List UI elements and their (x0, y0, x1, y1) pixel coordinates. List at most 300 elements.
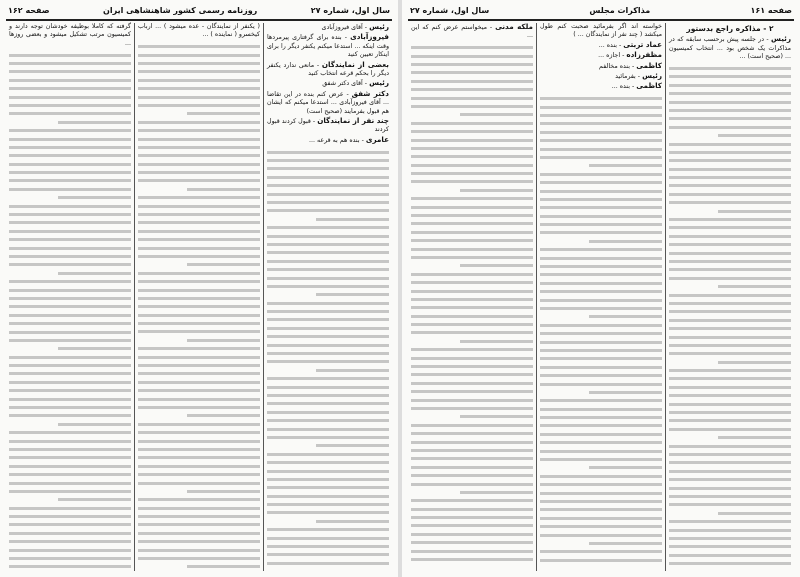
text-line-placeholder (187, 565, 260, 568)
text-line-placeholder (540, 416, 662, 419)
paragraph-text: - قبول کردند قبول کردند (267, 118, 389, 134)
text-line-placeholder (138, 381, 260, 384)
text-line-placeholder (411, 533, 533, 536)
text-line-placeholder (669, 386, 791, 389)
text-line-placeholder (411, 281, 533, 284)
text-line-placeholder (411, 399, 533, 402)
text-line-placeholder (267, 386, 389, 389)
text-line-placeholder (138, 456, 260, 459)
text-line-placeholder (540, 408, 662, 411)
text-line-placeholder (9, 356, 131, 359)
speaker-name: کاظمی (636, 81, 662, 91)
text-line-placeholder (267, 377, 389, 380)
text-column (536, 23, 665, 571)
text-line-placeholder (669, 143, 791, 146)
text-line-placeholder (540, 122, 662, 125)
text-line-placeholder (138, 96, 260, 99)
text-line-placeholder (267, 436, 389, 439)
text-line-placeholder (411, 331, 533, 334)
text-line-placeholder (540, 198, 662, 201)
issue-number: سال اول، شماره ۲۷ (310, 5, 390, 15)
text-line-placeholder (411, 248, 533, 251)
speaker-name: چند نفر از نمایندگان (317, 116, 389, 126)
text-line-placeholder (9, 389, 131, 392)
text-line-placeholder (9, 322, 131, 325)
text-line-placeholder (267, 495, 389, 498)
text-line-placeholder (669, 151, 791, 154)
text-line-placeholder (540, 173, 662, 176)
text-line-placeholder (669, 520, 791, 523)
text-line-placeholder (138, 297, 260, 300)
paragraph (138, 23, 260, 40)
text-line-placeholder (411, 63, 533, 66)
text-line-placeholder (9, 431, 131, 434)
text-line-placeholder (267, 470, 389, 473)
text-line-placeholder (138, 154, 260, 157)
text-line-placeholder (669, 369, 791, 372)
text-line-placeholder (411, 348, 533, 351)
text-line-placeholder (411, 80, 533, 83)
text-line-placeholder (411, 365, 533, 368)
text-line-placeholder (267, 461, 389, 464)
paragraph (540, 82, 662, 91)
paragraph-text: - میخواستم عرض کنم که این ... (411, 24, 533, 40)
paragraph-text: خواسته‌ اند اگر بفرمائید صحبت کنم طول میکشد ( چند نفر از نمایندگان ... ) (540, 23, 662, 39)
text-line-placeholder (589, 466, 662, 469)
text-line-placeholder (411, 483, 533, 486)
text-line-placeholder (669, 184, 791, 187)
text-line-placeholder (669, 319, 791, 322)
text-line-placeholder (138, 389, 260, 392)
text-line-placeholder (411, 323, 533, 326)
speaker-name: مظفرزاده (626, 50, 662, 60)
paragraph-text: ( یکنفر از نمایندگان - عده میشود ) ... ارباب کیخسرو ( نماینده ) ... (138, 23, 260, 39)
text-line-placeholder (669, 252, 791, 255)
text-line-placeholder (669, 117, 791, 120)
text-line-placeholder (411, 206, 533, 209)
text-line-placeholder (138, 356, 260, 359)
text-line-placeholder (669, 201, 791, 204)
text-line-placeholder (9, 129, 131, 132)
text-line-placeholder (9, 280, 131, 283)
text-line-placeholder (540, 441, 662, 444)
text-line-placeholder (540, 299, 662, 302)
text-line-placeholder (138, 230, 260, 233)
text-line-placeholder (267, 327, 389, 330)
text-column (134, 23, 263, 571)
text-line-placeholder (9, 549, 131, 552)
text-line-placeholder (138, 398, 260, 401)
text-line-placeholder (138, 280, 260, 283)
text-line-placeholder (9, 247, 131, 250)
text-line-placeholder (267, 209, 389, 212)
text-line-placeholder (9, 138, 131, 141)
text-line-placeholder (669, 268, 791, 271)
text-line-placeholder (669, 545, 791, 548)
text-line-placeholder (187, 339, 260, 342)
text-line-placeholder (9, 448, 131, 451)
text-line-placeholder (411, 71, 533, 74)
text-line-placeholder (669, 394, 791, 397)
speaker-name: رئیس (642, 71, 662, 81)
text-line-placeholder (411, 508, 533, 511)
text-line-placeholder (460, 189, 533, 192)
text-line-placeholder (540, 357, 662, 360)
text-line-placeholder (267, 193, 389, 196)
text-line-placeholder (138, 532, 260, 535)
text-line-placeholder (138, 289, 260, 292)
text-line-placeholder (267, 503, 389, 506)
text-line-placeholder (9, 70, 131, 73)
text-line-placeholder (267, 419, 389, 422)
text-line-placeholder (138, 247, 260, 250)
text-line-placeholder (540, 366, 662, 369)
text-line-placeholder (138, 62, 260, 65)
text-line-placeholder (411, 97, 533, 100)
text-line-placeholder (540, 190, 662, 193)
text-columns (6, 23, 392, 571)
text-line-placeholder (9, 171, 131, 174)
text-line-placeholder (138, 549, 260, 552)
text-line-placeholder (138, 121, 260, 124)
text-line-placeholder (267, 344, 389, 347)
text-line-placeholder (460, 264, 533, 267)
speaker-name: رئیس (369, 78, 389, 88)
text-line-placeholder (540, 290, 662, 293)
speaker-name: فیروزآبادی (350, 32, 389, 42)
text-line-placeholder (9, 54, 131, 57)
text-line-placeholder (9, 154, 131, 157)
text-line-placeholder (411, 147, 533, 150)
text-line-placeholder (669, 159, 791, 162)
text-line-placeholder (540, 332, 662, 335)
text-line-placeholder (138, 179, 260, 182)
text-line-placeholder (669, 75, 791, 78)
paragraph-text: گرفته که کاملا بوظیفه خودشان توجه دارند و کمیسیون مرتب تشکیل میشود و بعضی روزها ... (9, 23, 131, 47)
text-line-placeholder (669, 411, 791, 414)
text-line-placeholder (540, 349, 662, 352)
text-line-placeholder (267, 310, 389, 313)
text-line-placeholder (669, 327, 791, 330)
text-line-placeholder (540, 341, 662, 344)
text-line-placeholder (9, 314, 131, 317)
text-line-placeholder (187, 112, 260, 115)
text-line-placeholder (669, 529, 791, 532)
text-line-placeholder (9, 372, 131, 375)
text-line-placeholder (411, 231, 533, 234)
text-line-placeholder (316, 369, 389, 372)
text-line-placeholder (411, 499, 533, 502)
text-line-placeholder (267, 545, 389, 548)
text-line-placeholder (411, 214, 533, 217)
paragraph (267, 23, 389, 32)
text-line-placeholder (540, 517, 662, 520)
text-line-placeholder (540, 458, 662, 461)
text-line-placeholder (138, 431, 260, 434)
text-line-placeholder (9, 230, 131, 233)
text-line-placeholder (267, 511, 389, 514)
paragraph (267, 79, 389, 88)
text-line-placeholder (669, 168, 791, 171)
text-line-placeholder (267, 302, 389, 305)
text-line-placeholder (669, 377, 791, 380)
text-line-placeholder (267, 176, 389, 179)
text-line-placeholder (138, 347, 260, 350)
text-line-placeholder (411, 88, 533, 91)
paragraph (540, 72, 662, 81)
text-line-placeholder (58, 498, 131, 501)
text-line-placeholder (138, 79, 260, 82)
page-header (8, 3, 390, 17)
text-line-placeholder (540, 508, 662, 511)
text-line-placeholder (138, 272, 260, 275)
text-line-placeholder (9, 398, 131, 401)
text-line-placeholder (589, 164, 662, 167)
text-line-placeholder (411, 457, 533, 460)
text-line-placeholder (9, 364, 131, 367)
text-line-placeholder (9, 414, 131, 417)
speaker-name: رئیس (369, 22, 389, 31)
text-line-placeholder (138, 322, 260, 325)
text-line-placeholder (669, 92, 791, 95)
issue-number: سال اول، شماره ۲۷ (410, 5, 490, 15)
text-line-placeholder (9, 456, 131, 459)
text-line-placeholder (267, 352, 389, 355)
speaker-name: رئیس (771, 34, 791, 44)
text-line-placeholder (58, 272, 131, 275)
text-line-placeholder (669, 419, 791, 422)
text-line-placeholder (540, 550, 662, 553)
text-line-placeholder (411, 139, 533, 142)
text-line-placeholder (540, 131, 662, 134)
text-line-placeholder (58, 347, 131, 350)
paragraph-text: - آقای دکتر شفق (322, 80, 368, 88)
text-line-placeholder (9, 96, 131, 99)
text-line-placeholder (669, 260, 791, 263)
text-line-placeholder (58, 196, 131, 199)
text-line-placeholder (540, 399, 662, 402)
paragraph-text: - آقای فیروزآبادی (321, 24, 368, 31)
header-rule (408, 19, 794, 21)
text-line-placeholder (138, 440, 260, 443)
paragraph-text: - بنده برای گرفتاری پیرمرد‌ها وقت اینکه ... استدعا میکنم یکنفر دیگر را برای اینکار تعیین کنید (267, 34, 389, 59)
header-rule (6, 19, 392, 21)
text-line-placeholder (9, 565, 131, 568)
text-line-placeholder (9, 221, 131, 224)
text-line-placeholder (411, 273, 533, 276)
text-line-placeholder (138, 87, 260, 90)
text-line-placeholder (540, 273, 662, 276)
text-line-placeholder (9, 87, 131, 90)
text-line-placeholder (718, 361, 791, 364)
left-newspaper-page (0, 0, 398, 577)
text-line-placeholder (411, 55, 533, 58)
text-line-placeholder (138, 146, 260, 149)
text-line-placeholder (138, 314, 260, 317)
paragraph (9, 23, 131, 48)
text-line-placeholder (669, 554, 791, 557)
masthead-title: مذاکرات مجلس (589, 5, 651, 15)
text-line-placeholder (138, 423, 260, 426)
text-line-placeholder (138, 138, 260, 141)
text-line-placeholder (9, 406, 131, 409)
text-line-placeholder (411, 130, 533, 133)
text-line-placeholder (411, 550, 533, 553)
text-line-placeholder (540, 374, 662, 377)
text-line-placeholder (267, 478, 389, 481)
paragraph-text: - اجازه ... (598, 52, 625, 60)
text-line-placeholder (267, 151, 389, 154)
text-line-placeholder (138, 104, 260, 107)
text-line-placeholder (718, 436, 791, 439)
text-line-placeholder (267, 528, 389, 531)
text-line-placeholder (460, 491, 533, 494)
text-line-placeholder (267, 184, 389, 187)
text-line-placeholder (411, 449, 533, 452)
text-line-placeholder (669, 302, 791, 305)
text-line-placeholder (540, 450, 662, 453)
text-line-placeholder (9, 263, 131, 266)
text-line-placeholder (589, 391, 662, 394)
paragraph (267, 136, 389, 145)
text-line-placeholder (9, 179, 131, 182)
text-line-placeholder (540, 257, 662, 260)
text-line-placeholder (540, 433, 662, 436)
paragraph-text: - بفرمائید (615, 73, 641, 81)
text-line-placeholder (411, 197, 533, 200)
text-line-placeholder (267, 428, 389, 431)
text-line-placeholder (187, 188, 260, 191)
text-line-placeholder (540, 324, 662, 327)
text-line-placeholder (267, 167, 389, 170)
text-line-placeholder (669, 218, 791, 221)
text-line-placeholder (138, 238, 260, 241)
text-line-placeholder (138, 482, 260, 485)
text-line-placeholder (9, 188, 131, 191)
text-line-placeholder (9, 255, 131, 258)
text-line-placeholder (411, 180, 533, 183)
text-line-placeholder (267, 159, 389, 162)
text-column (665, 23, 794, 571)
paragraph (669, 35, 791, 61)
page-number: صفحه ۱۶۱ (750, 5, 792, 15)
paragraph-text: - بنده مخالفم (599, 62, 635, 70)
text-line-placeholder (411, 474, 533, 477)
text-line-placeholder (9, 515, 131, 518)
text-line-placeholder (267, 268, 389, 271)
text-line-placeholder (316, 520, 389, 523)
text-line-placeholder (669, 537, 791, 540)
text-line-placeholder (9, 79, 131, 82)
text-line-placeholder (718, 512, 791, 515)
page-number: صفحه ۱۶۲ (8, 5, 50, 15)
text-line-placeholder (540, 483, 662, 486)
text-line-placeholder (411, 541, 533, 544)
text-line-placeholder (187, 490, 260, 493)
masthead-title: روزنامه رسمی کشور شاهنشاهی ایران (103, 5, 258, 15)
paragraph-text: - در جلسه پیش برحسب سابقه که در مذاکرات یک شخص بود ... انتخاب کمیسیون ... (صحیح است) ... (669, 36, 791, 61)
text-line-placeholder (138, 255, 260, 258)
right-newspaper-page (402, 0, 800, 577)
text-line-placeholder (669, 453, 791, 456)
text-line-placeholder (540, 139, 662, 142)
text-line-placeholder (718, 285, 791, 288)
speaker-name: ملکه مدنی (495, 22, 533, 31)
text-line-placeholder (669, 403, 791, 406)
section-heading: ۲ - مذاکره راجع بدستور (686, 24, 774, 33)
text-line-placeholder (718, 134, 791, 137)
text-line-placeholder (411, 256, 533, 259)
text-line-placeholder (669, 126, 791, 129)
text-line-placeholder (411, 466, 533, 469)
text-line-placeholder (411, 382, 533, 385)
text-line-placeholder (9, 331, 131, 334)
text-line-placeholder (540, 215, 662, 218)
text-line-placeholder (267, 251, 389, 254)
text-line-placeholder (9, 238, 131, 241)
text-line-placeholder (9, 507, 131, 510)
text-line-placeholder (9, 532, 131, 535)
text-line-placeholder (411, 122, 533, 125)
text-line-placeholder (669, 352, 791, 355)
text-line-placeholder (411, 306, 533, 309)
text-line-placeholder (540, 156, 662, 159)
text-line-placeholder (9, 104, 131, 107)
text-line-placeholder (138, 129, 260, 132)
text-line-placeholder (669, 495, 791, 498)
text-line-placeholder (540, 500, 662, 503)
paragraph-text: - بنده ... (598, 41, 622, 49)
text-line-placeholder (540, 307, 662, 310)
text-line-placeholder (9, 305, 131, 308)
text-line-placeholder (540, 475, 662, 478)
text-line-placeholder (267, 260, 389, 263)
text-line-placeholder (411, 46, 533, 49)
text-line-placeholder (540, 525, 662, 528)
text-line-placeholder (460, 415, 533, 418)
text-line-placeholder (9, 490, 131, 493)
text-line-placeholder (411, 155, 533, 158)
text-line-placeholder (540, 383, 662, 386)
text-line-placeholder (669, 470, 791, 473)
text-line-placeholder (138, 448, 260, 451)
paragraph-text: - عرض کنم بنده در این تقاضا ... آقای فیروزآبادی ... استدعا میکنم که ایشان هم قبول بفرمایند (صحیح است) (267, 90, 389, 115)
text-line-placeholder (138, 557, 260, 560)
text-line-placeholder (540, 534, 662, 537)
text-line-placeholder (58, 121, 131, 124)
text-line-placeholder (9, 339, 131, 342)
text-line-placeholder (9, 205, 131, 208)
paragraph (411, 23, 533, 41)
text-line-placeholder (589, 315, 662, 318)
text-line-placeholder (138, 54, 260, 57)
text-line-placeholder (540, 265, 662, 268)
text-line-placeholder (138, 305, 260, 308)
text-line-placeholder (411, 424, 533, 427)
text-line-placeholder (138, 507, 260, 510)
text-line-placeholder (669, 562, 791, 565)
text-line-placeholder (9, 523, 131, 526)
text-line-placeholder (267, 402, 389, 405)
text-line-placeholder (267, 285, 389, 288)
text-line-placeholder (138, 465, 260, 468)
text-line-placeholder (187, 263, 260, 266)
text-line-placeholder (411, 441, 533, 444)
text-line-placeholder (138, 70, 260, 73)
text-line-placeholder (460, 340, 533, 343)
text-line-placeholder (669, 344, 791, 347)
text-line-placeholder (540, 181, 662, 184)
